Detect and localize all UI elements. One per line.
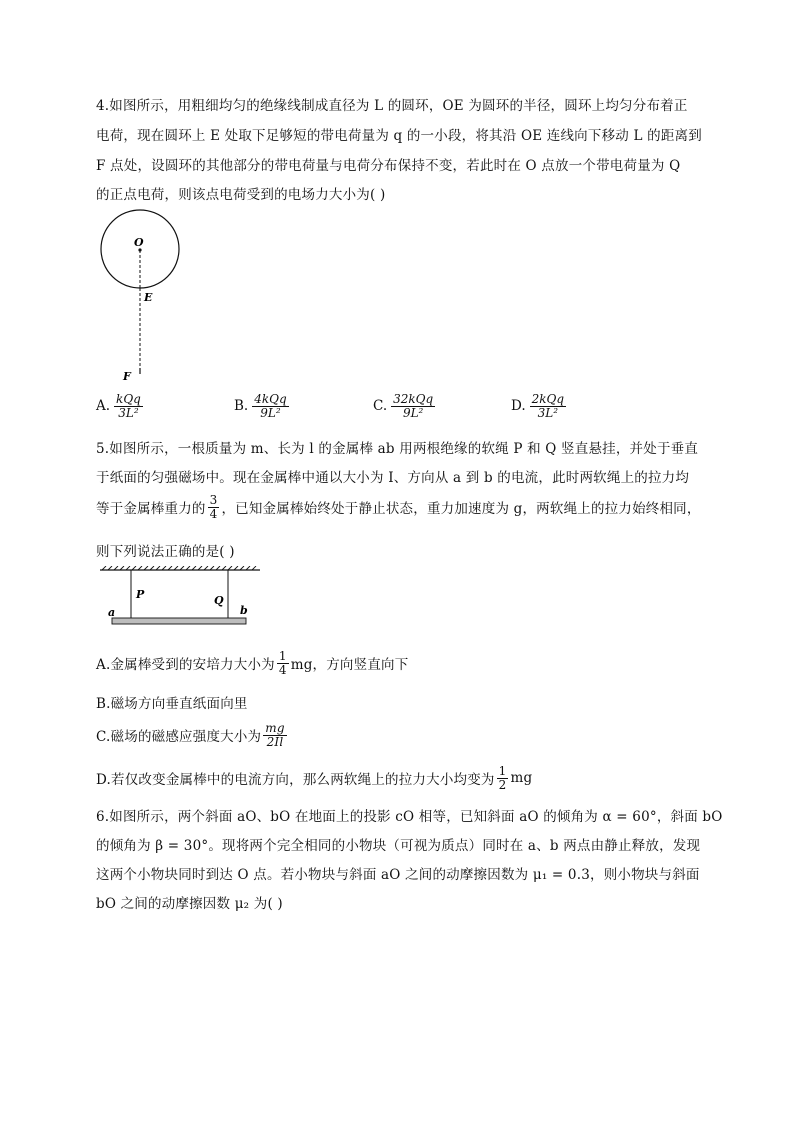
q4-option-a[interactable]: A. $\frac{\text{kQq}}{\text{3L²}}$: [96, 392, 141, 420]
q5-line-2: 于纸面的匀强磁场中。现在金属棒中通以大小为 I、方向从 a 到 b 的电流，此时两软绳上的拉力均: [96, 470, 690, 486]
label-b: b: [240, 604, 248, 617]
q4-option-b[interactable]: B. $\frac{\text{4kQq}}{\text{9L²}}$: [234, 392, 287, 420]
q4-line-3: F 点处，设圆环的其他部分的带电荷量与电荷分布保持不变，若此时在 O 点放一个带电荷量为 Q: [96, 158, 681, 174]
q6-line-4: bO 之间的动摩擦因数 μ₂ 为( ): [96, 896, 283, 912]
q5-option-b[interactable]: B.磁场方向垂直纸面向里: [96, 696, 248, 712]
label-o: O: [134, 236, 144, 249]
q6-line-1: 6.如图所示，两个斜面 aO、bO 在地面上的投影 cO 相等，已知斜面 aO 的倾角为 α = 60°，斜面 bO: [96, 809, 723, 825]
q6-line-3: 这两个小物块同时到达 O 点。若小物块与斜面 aO 之间的动摩擦因数为 μ₁ = 0.3，则小物块与斜面: [96, 867, 700, 883]
q5-line-3: 等于金属棒重力的 $\frac{3}{4}$ ，已知金属棒始终处于静止状态，重力加速度为 g，两软绳上的拉力始终相同，: [96, 493, 701, 521]
q4-option-c[interactable]: C. $\frac{\text{32kQq}}{\text{9L²}}$: [373, 392, 434, 420]
q5-option-d[interactable]: D.若仅改变金属棒中的电流方向，那么两软绳上的拉力大小均变为 $\frac{1}{2}$ mg: [96, 764, 533, 792]
q5-line-1: 5.如图所示，一根质量为 m、长为 l 的金属棒 ab 用两根绝缘的软绳 P 和 Q 竖直悬挂，并处于垂直: [96, 441, 699, 457]
label-q: Q: [214, 594, 224, 607]
q5-option-a[interactable]: A.金属棒受到的安培力大小为 $\frac{1}{4}$ mg，方向竖直向下: [96, 649, 409, 677]
q4-ring-figure: [90, 208, 190, 386]
q6-line-2: 的倾角为 β = 30°。现将两个完全相同的小物块（可视为质点）同时在 a、b 两点由静止释放，发现: [96, 838, 701, 854]
q4-option-d[interactable]: D. $\frac{\text{2kQq}}{\text{3L²}}$: [511, 392, 565, 420]
q4-line-4: 的正点电荷，则该点电荷受到的电场力大小为( ): [96, 187, 386, 203]
q4-line-2: 电荷，现在圆环上 E 处取下足够短的带电荷量为 q 的一小段，将其沿 OE 连线向下移动 L 的距离到: [96, 128, 702, 144]
label-f: F: [123, 370, 131, 383]
q5-option-c[interactable]: C.磁场的磁感应强度大小为 $\frac{mg}{2Il}$: [96, 721, 285, 749]
q5-rod-figure: [98, 566, 264, 628]
label-a: a: [108, 606, 116, 619]
metal-rod: [112, 618, 246, 624]
q5-line-4: 则下列说法正确的是( ): [96, 544, 235, 560]
label-e: E: [144, 291, 153, 304]
q4-line-1: 4.如图所示，用粗细均匀的绝缘线制成直径为 L 的圆环，OE 为圆环的半径，圆环上均匀分布着正: [96, 98, 688, 114]
label-p: P: [136, 588, 145, 601]
